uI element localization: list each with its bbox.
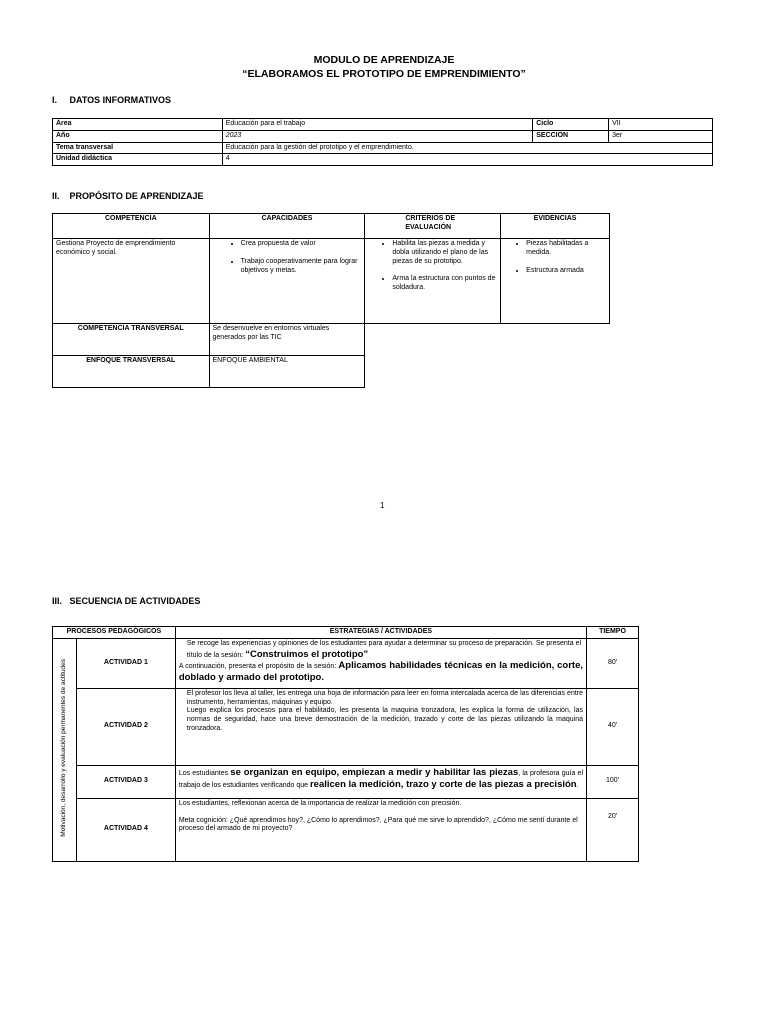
proposito-table [52,213,610,324]
section-heading-proposito: II. PROPÓSITO DE APRENDIZAJE [52,191,204,201]
activity-1-text: Se recoge las experiencias y opiniones de los estudiantes para ayudar a determinar su proceso de preparación. Se presenta el título de la sesión: “Construimos el prototipo” A continuación, presenta el propósito de la sesión: Aplicamos habilidades técnicas en la medición, corte, doblado y armado del prototipo. [175,638,586,688]
value-competencia-transversal: Se desenvuelve en entornos virtuales generados por las TIC [209,324,364,356]
table-row [53,214,610,239]
criterios-cell [365,239,501,324]
activity-4-text: Los estudiantes, reflexionan acerca de la importancia de realizar la medición con precisión. Meta cognición: ¿Qué aprendimos hoy?, ¿Cómo lo aprendimos?, ¿Para qué me sirve lo aprendido?, ¿Cómo me sentí durante el proceso del armado de mi proyecto? [175,798,586,861]
document-title: MODULO DE APRENDIZAJE [313,54,455,66]
secuencia-table [52,626,639,862]
list-item: • Piezas habilitadas a medida. [526,240,606,258]
list-item: • Habilita las piezas a medida y dobla utilizando el plano de las piezas de su prototipo. [392,240,497,266]
datos-informativos-table [52,118,713,166]
header-capacidades: CAPACIDADES [209,214,365,239]
value-tema: Educación para la gestión del prototipo y el emprendimiento. [222,142,712,154]
header-estrategias: ESTRATEGIAS / ACTIVIDADES [175,627,586,639]
list-item: • Arma la estructura con puntos de soldadura. [392,275,497,293]
table-row [53,154,713,166]
list-item: • Trabajo cooperativamente para lograr objetivos y metas. [241,258,362,276]
activity-time: 80' [587,638,639,688]
label-anio: Año [53,130,223,142]
table-row [53,239,610,324]
value-anio: 2023 [222,130,532,142]
label-seccion: SECCIÓN [533,130,609,142]
header-competencia: COMPETENCIA [53,214,210,239]
table-row [53,638,639,688]
header-criterios: CRITERIOS DE EVALUACIÓN [365,214,501,239]
label-competencia-transversal: COMPETENCIA TRANSVERSAL [53,324,210,356]
activity-name: ACTIVIDAD 4 [76,798,175,861]
value-seccion: 3er [609,130,713,142]
activity-name: ACTIVIDAD 2 [76,688,175,765]
table-row [53,798,639,861]
document-subtitle: “ELABORAMOS EL PROTOTIPO DE EMPRENDIMIENTO” [242,68,526,80]
table-row [53,119,713,131]
activity-time: 100' [587,765,639,798]
label-ciclo: Ciclo [533,119,609,131]
section-heading-secuencia: III. SECUENCIA DE ACTIVIDADES [52,596,201,606]
vertical-label: Motivación, desarrollo y evaluación permanentes de actitudes [60,658,68,837]
activity-2-text: El profesor los lleva al taller, les entrega una hoja de información para leer en forma intercalada acerca de las diferencias entre instrumento, herramientas, máquinas y equipo. Luego explica los procesos para el habilitado, les presenta la maquina tronzadora, les explica la forma de utilización, las normas de seguridad, hace una breve demostración de la medición, trazado y corte de las piezas utilizando la maquina tronzadora. [175,688,586,765]
activity-name: ACTIVIDAD 3 [76,765,175,798]
competencia-cell: Gestiona Proyecto de emprendimiento económico y social. [53,239,210,324]
value-ciclo: VII [609,119,713,131]
page-number: 1 [380,501,385,510]
table-row [53,765,639,798]
table-row [53,688,639,765]
vertical-label-cell [53,638,77,861]
value-area: Educación para el trabajo [222,119,532,131]
activity-3-text: Los estudiantes se organizan en equipo, empiezan a medir y habilitar las piezas, la profesora guía el trabajo de los estudiantes verificando que realicen la medición, trazo y corte de las piezas a precisión. [175,765,586,798]
section-heading-datos: I. DATOS INFORMATIVOS [52,95,172,105]
list-item: • Crea propuesta de valor [241,240,362,249]
table-row [53,130,713,142]
header-evidencias: EVIDENCIAS [501,214,610,239]
label-enfoque-transversal: ENFOQUE TRANSVERSAL [53,356,210,388]
table-row [53,324,365,356]
list-item: • Estructura armada [526,267,606,276]
evidencias-cell [501,239,610,324]
value-enfoque-transversal: ENFOQUE AMBIENTAL [209,356,364,388]
table-row [53,356,365,388]
capacidades-cell [209,239,365,324]
table-row [53,142,713,154]
label-area: Área [53,119,223,131]
activity-name: ACTIVIDAD 1 [76,638,175,688]
label-tema: Tema transversal [53,142,223,154]
header-tiempo: TIEMPO [587,627,639,639]
value-unidad: 4 [222,154,712,166]
label-unidad: Unidad didáctica [53,154,223,166]
header-procesos: PROCESOS PEDAGÓGICOS [53,627,176,639]
transversal-table [52,323,365,388]
activity-time: 40' [587,688,639,765]
table-row [53,627,639,639]
activity-time: 20' [587,798,639,861]
